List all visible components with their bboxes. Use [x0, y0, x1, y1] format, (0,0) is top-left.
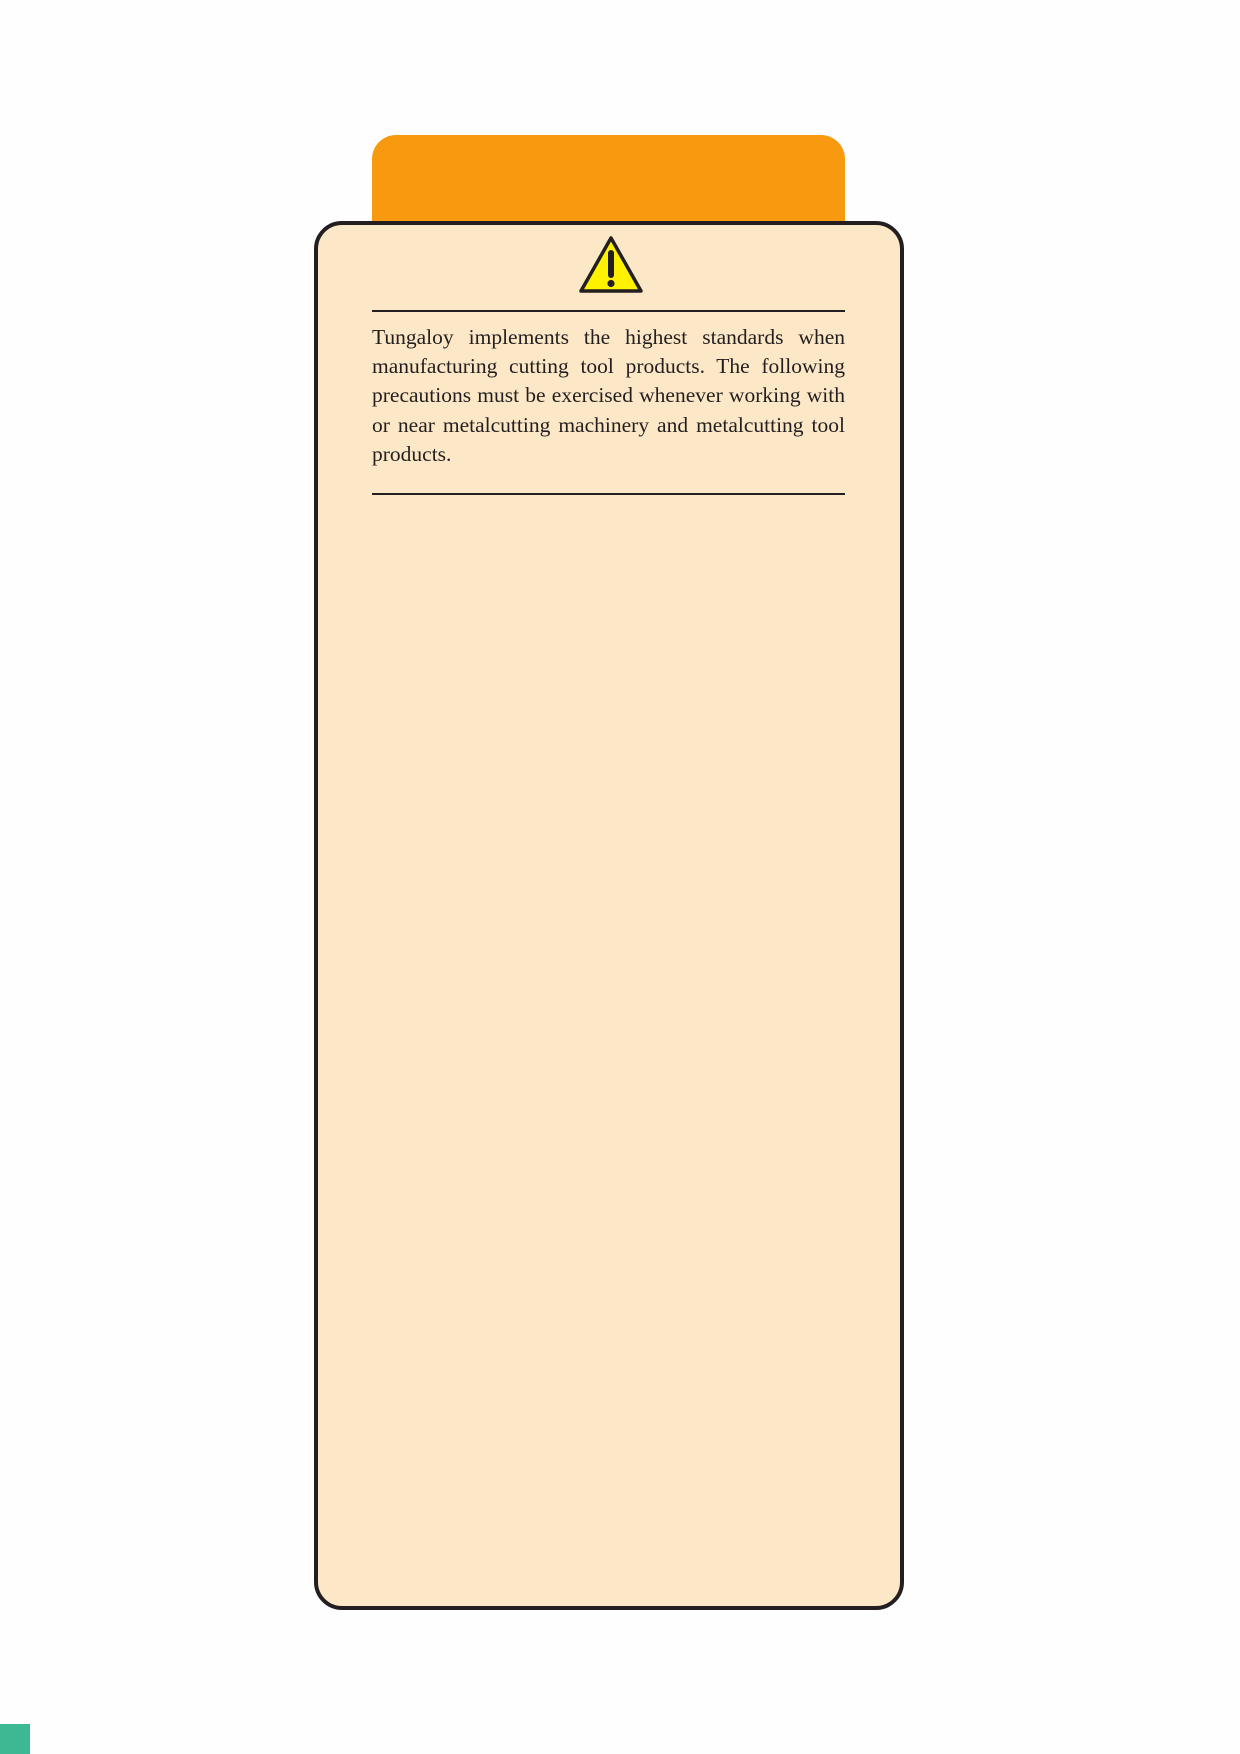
bottom-divider — [372, 493, 845, 495]
top-divider — [372, 310, 845, 312]
safety-notice-text: Tungaloy implements the highest standards when manufacturing cutting tool products. The following precautions must be exercised whenever working with or near metalcutting machinery and metalcutting tool products. — [372, 325, 845, 466]
warning-triangle-icon — [578, 235, 644, 295]
page-corner-mark — [0, 1724, 30, 1754]
safety-precautions-card — [314, 221, 904, 1610]
